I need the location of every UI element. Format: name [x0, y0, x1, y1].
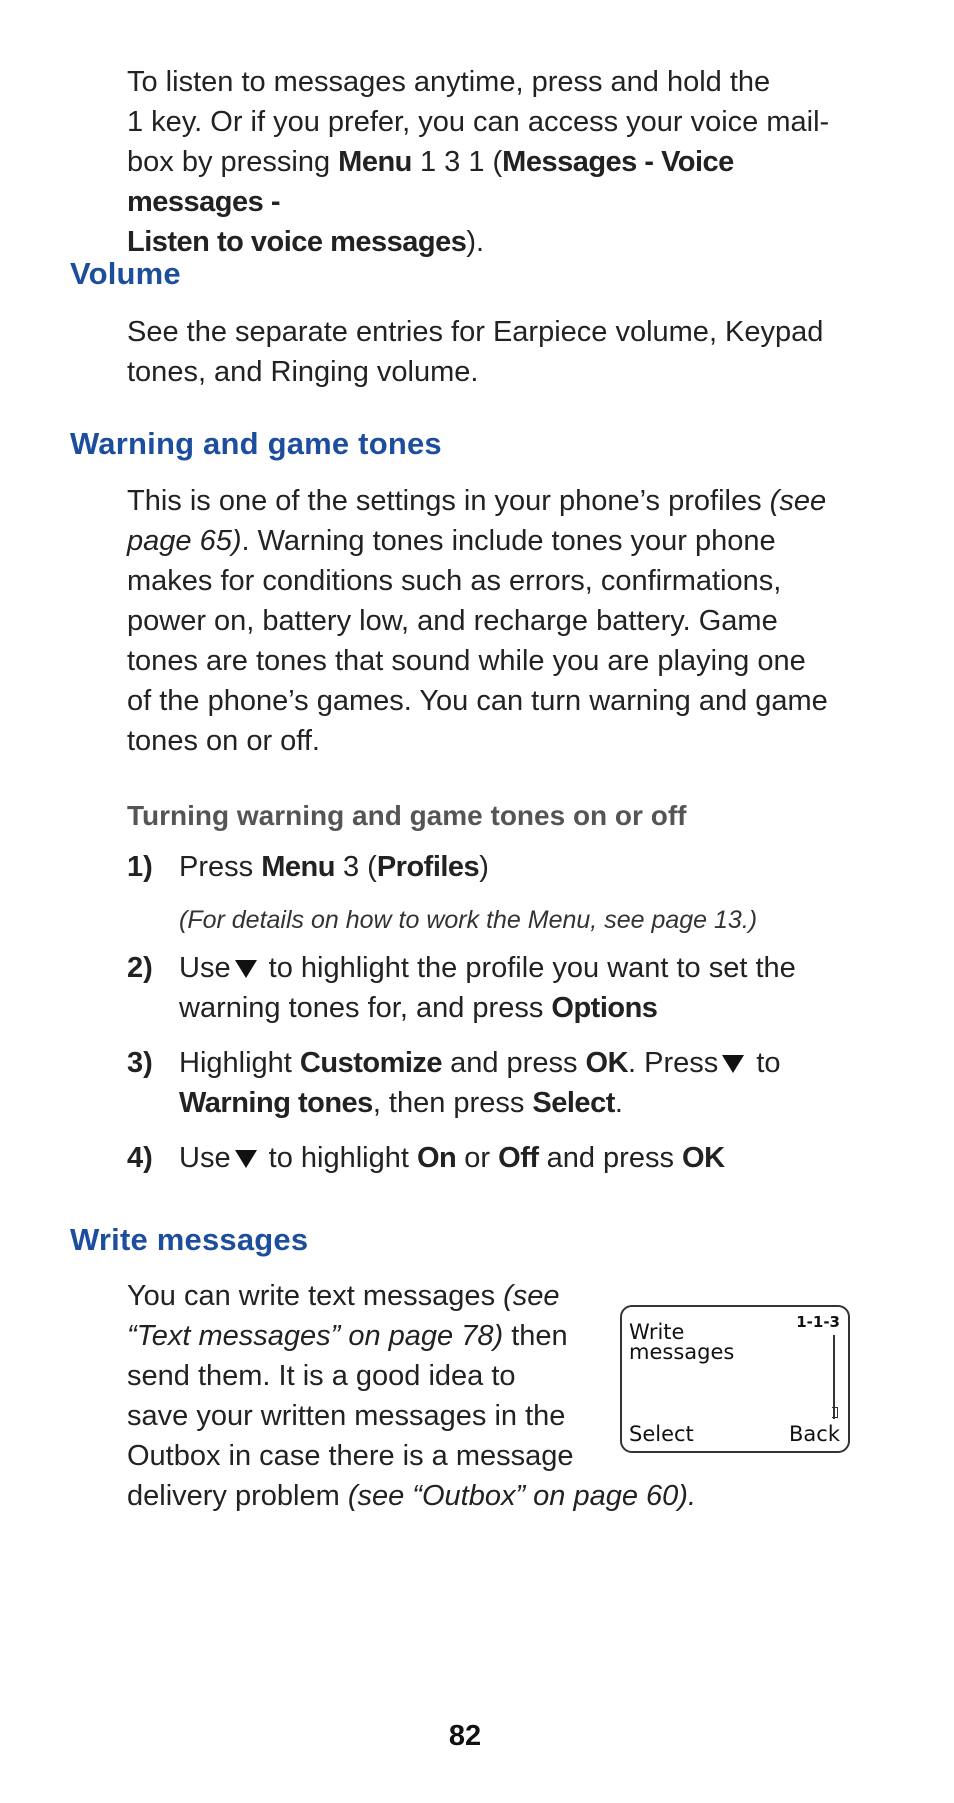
warning-tones-label: Warning tones	[179, 1087, 373, 1119]
write-line-4: save your written messages in the	[127, 1400, 566, 1432]
write-ref: (see “Outbox” on page 60).	[347, 1480, 697, 1512]
on-label: On	[416, 1142, 457, 1174]
step-text-part: )	[479, 851, 489, 883]
warning-paragraph	[127, 481, 857, 761]
write-line-6	[127, 1476, 857, 1516]
off-label: Off	[498, 1142, 539, 1174]
volume-line-1: See the separate entries for Earpiece volume, Keypad	[127, 316, 824, 348]
intro-end: ).	[466, 226, 485, 258]
warning-ref: (see	[769, 485, 827, 517]
back-softkey: Back	[789, 1422, 840, 1446]
warning-line-6: of the phone’s games. You can turn warning and game	[127, 685, 828, 717]
step-text-part: to highlight the profile you want to set the	[260, 952, 796, 984]
step-text-part: 3 (	[334, 851, 377, 883]
menu-key-label: Menu	[338, 146, 412, 178]
select-softkey: Select	[629, 1422, 694, 1446]
write-ref: (see	[503, 1280, 560, 1312]
ok-label: OK	[585, 1047, 629, 1079]
warning-line-2	[127, 521, 857, 561]
intro-text: box by pressing	[127, 146, 339, 178]
menu-path-2: Listen to voice messages	[127, 226, 467, 258]
step-text-part: .	[614, 1087, 623, 1119]
warning-heading: Warning and game tones	[70, 426, 442, 461]
screen-title-line: Write	[629, 1320, 685, 1344]
step-number: 4)	[127, 1142, 153, 1174]
step-number: 3)	[127, 1047, 153, 1079]
warning-ref-page: page 65)	[127, 525, 242, 557]
step-text-part: , then press	[372, 1087, 533, 1119]
screen-title-line: messages	[629, 1340, 735, 1364]
screen-title	[629, 1322, 749, 1362]
step-text	[179, 948, 869, 1028]
intro-line-3	[127, 142, 857, 222]
warning-line-5: tones are tones that sound while you are playing one	[127, 645, 806, 677]
warning-text: This is one of the settings in your phone’s profiles	[127, 485, 770, 517]
options-label: Options	[551, 992, 658, 1024]
volume-heading: Volume	[70, 256, 181, 291]
write-text: then	[503, 1320, 568, 1352]
intro-keys: 1 3 1 (	[411, 146, 503, 178]
down-arrow-icon	[235, 1150, 257, 1168]
step-text	[179, 1043, 869, 1123]
warning-line-7: tones on or off.	[127, 725, 320, 757]
step-line	[179, 1043, 869, 1083]
menu-details-note: (For details on how to work the Menu, see page 13.)	[179, 906, 758, 934]
warning-line-3: makes for conditions such as errors, confirmations,	[127, 565, 782, 597]
down-arrow-icon	[235, 960, 257, 978]
profiles-label: Profiles	[376, 851, 480, 883]
write-messages-heading: Write messages	[70, 1222, 309, 1257]
step-text-part: warning tones for, and press	[179, 992, 552, 1024]
step-text	[179, 847, 869, 887]
step-text-part: Use	[179, 952, 231, 984]
volume-paragraph	[127, 312, 857, 392]
step-text-part: to highlight	[260, 1142, 417, 1174]
step-text-part: and press	[442, 1047, 586, 1079]
warning-line-1	[127, 481, 857, 521]
step-line	[179, 948, 869, 988]
step-number: 2)	[127, 952, 153, 984]
step-text-part: and press	[538, 1142, 683, 1174]
customize-label: Customize	[299, 1047, 443, 1079]
menu-key-label: Menu	[261, 851, 335, 883]
step-line	[179, 988, 869, 1028]
step-line	[179, 1083, 869, 1123]
intro-line-2: 1 key. Or if you prefer, you can access your voice mail-	[127, 106, 830, 138]
scroll-position-marker	[832, 1407, 838, 1418]
ok-label: OK	[682, 1142, 725, 1174]
menu-path-1: Messages - Voice messages -	[127, 146, 734, 218]
warning-line-4: power on, battery low, and recharge battery. Game	[127, 605, 778, 637]
step-text-part: to	[748, 1047, 781, 1079]
write-ref: “Text messages” on page 78)	[127, 1320, 504, 1352]
select-label: Select	[532, 1087, 615, 1119]
phone-screen-illustration	[620, 1305, 850, 1453]
warning-text: . Warning tones include tones your phone	[241, 525, 776, 557]
step-text-part: . Press	[628, 1047, 719, 1079]
step-text-part: Use	[179, 1142, 231, 1174]
volume-line-2: tones, and Ringing volume.	[127, 356, 479, 388]
step-text-part: or	[456, 1142, 499, 1174]
write-text: delivery problem	[127, 1480, 348, 1512]
page-number: 82	[448, 1720, 482, 1752]
step-number: 1)	[127, 851, 153, 883]
step-text-part: Press	[179, 851, 262, 883]
menu-number-indicator: 1-1-3	[796, 1313, 840, 1331]
intro-paragraph	[127, 62, 857, 262]
write-line-5: Outbox in case there is a message	[127, 1440, 574, 1472]
down-arrow-icon	[722, 1055, 744, 1073]
write-text: You can write text messages	[127, 1280, 504, 1312]
intro-line-1: To listen to messages anytime, press and hold the	[127, 66, 771, 98]
write-line-3: send them. It is a good idea to	[127, 1360, 516, 1392]
step-text-part: Highlight	[179, 1047, 300, 1079]
step-text	[179, 1138, 869, 1178]
intro-line-4	[127, 222, 857, 262]
subheading-turning-tones: Turning warning and game tones on or off	[127, 800, 687, 831]
